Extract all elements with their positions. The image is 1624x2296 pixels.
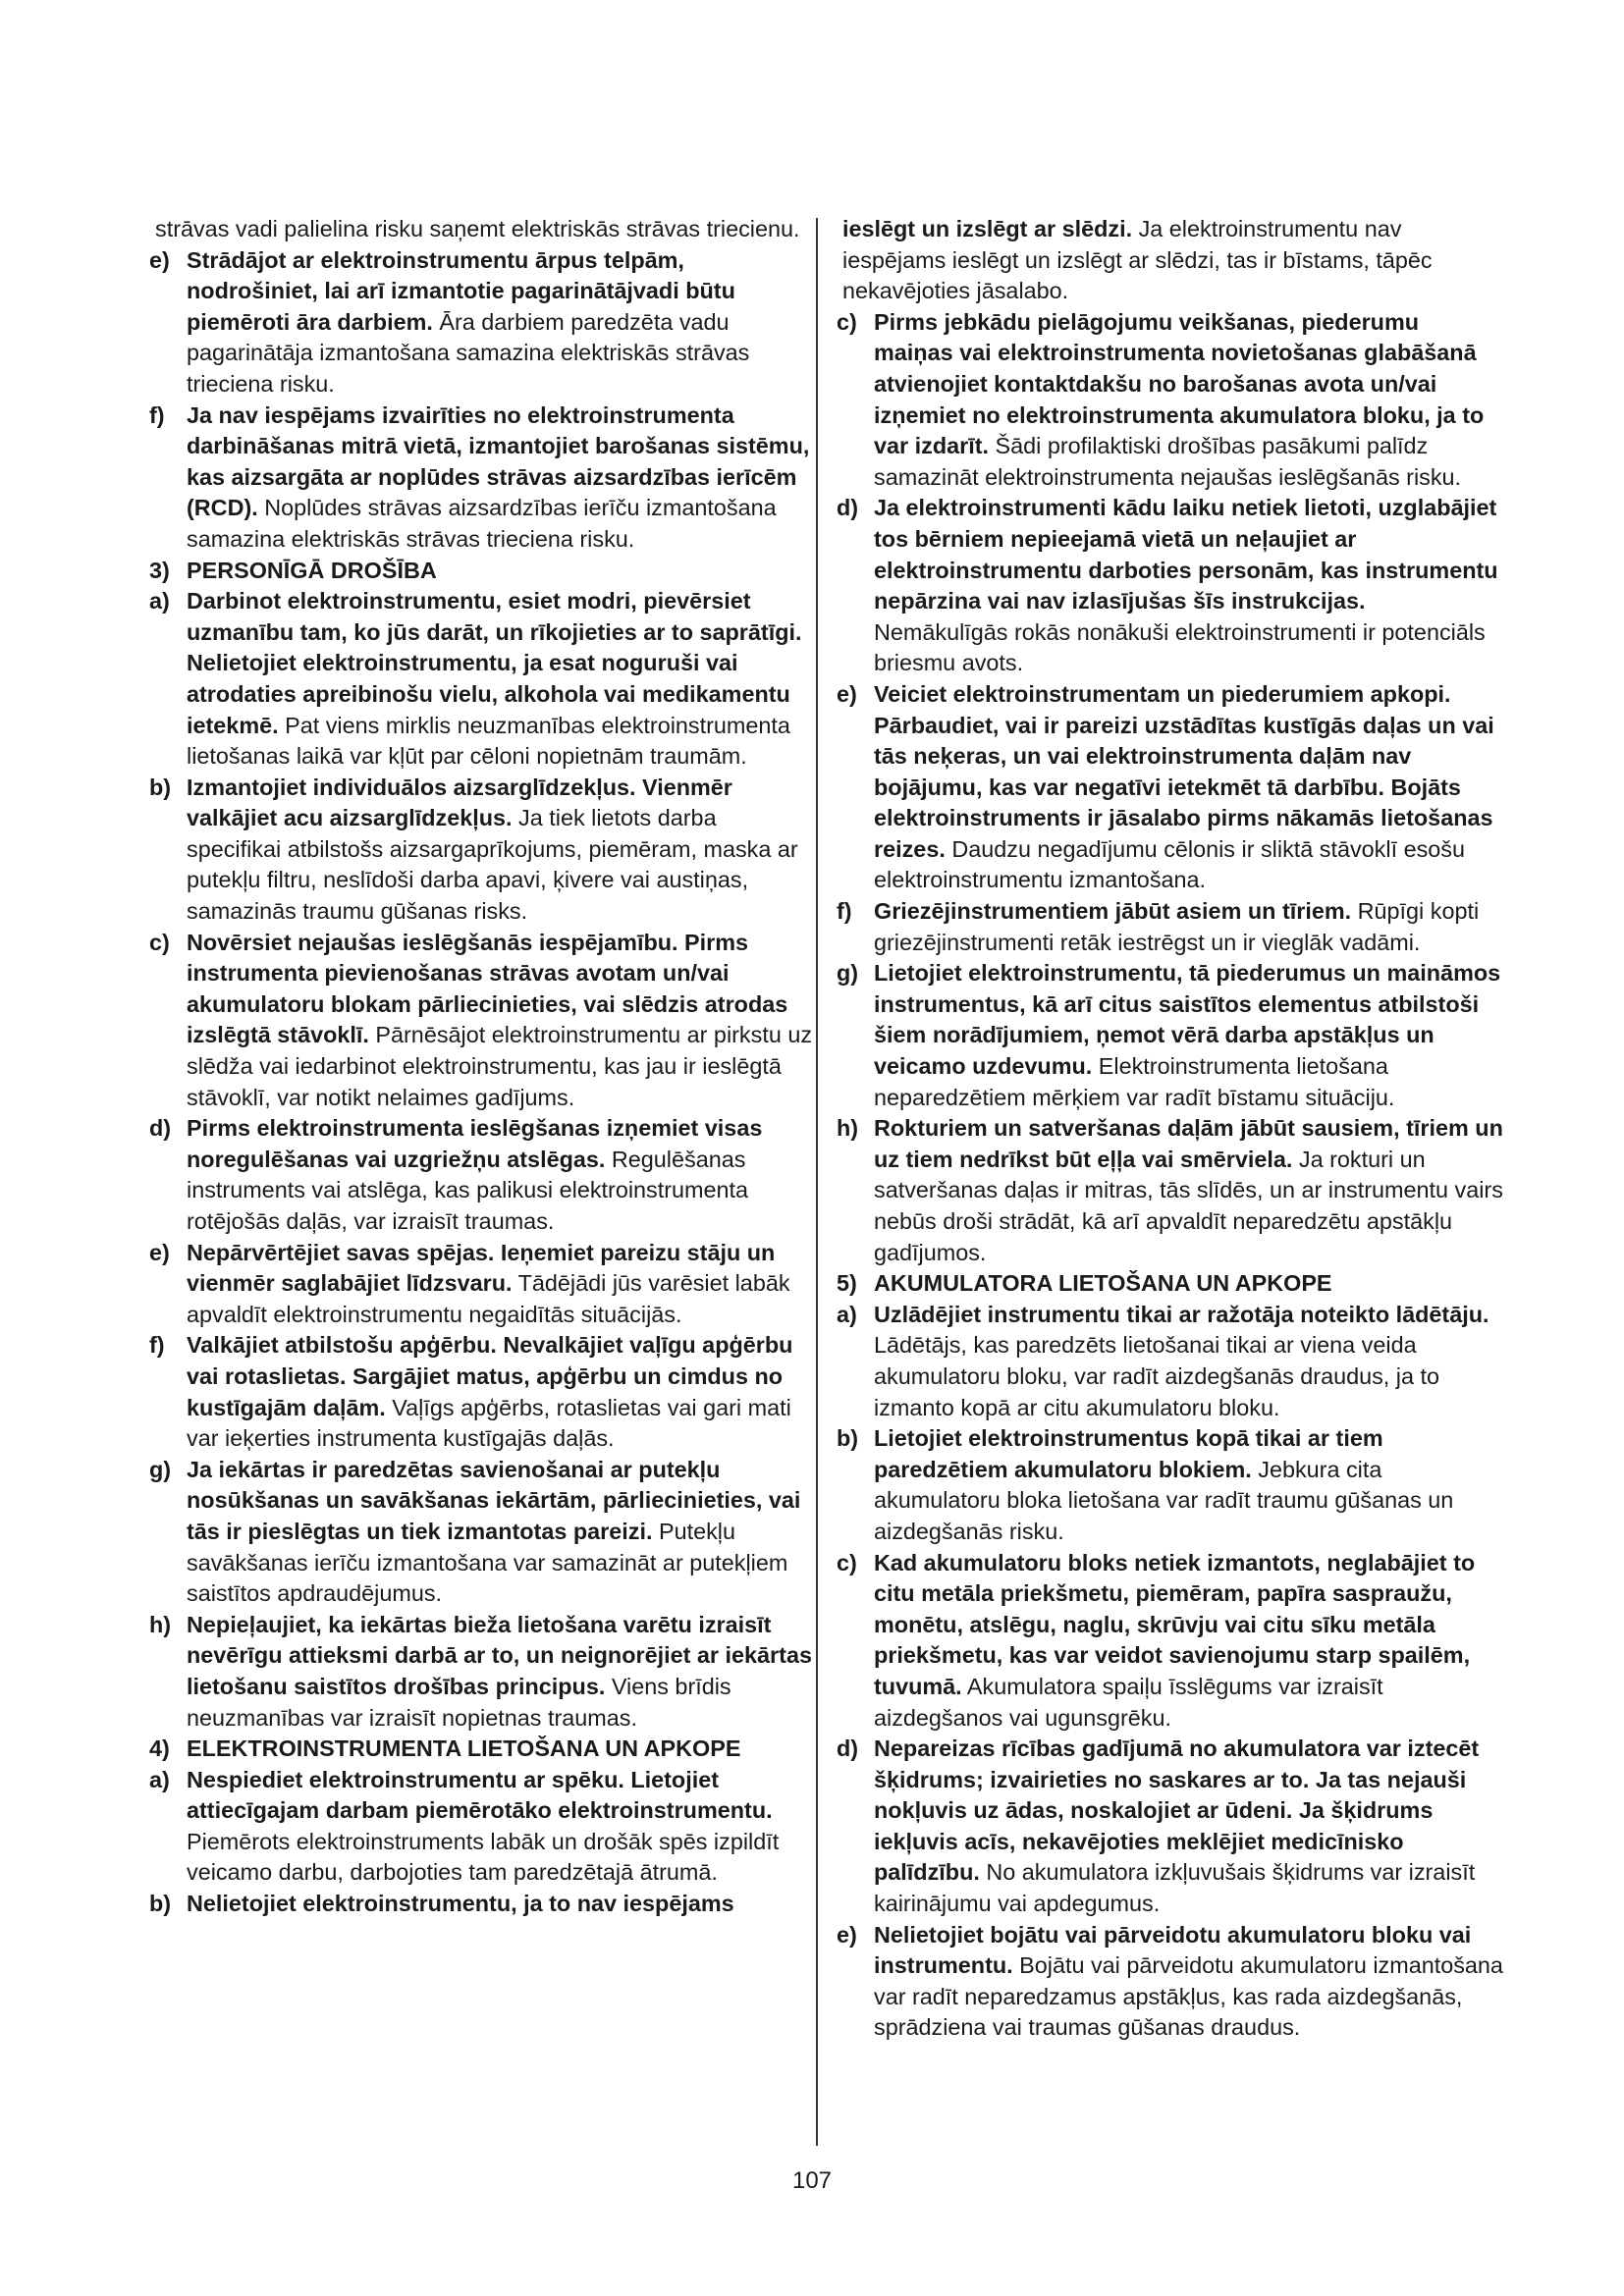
item-text: Piemērots elektroinstruments labāk un drošāk spēs izpildīt veicamo darbu, darbojoties tam paredzētajā ātrumā. <box>187 1828 780 1886</box>
item-text: Tādējādi jūs varēsiet labāk apvaldīt elektroinstrumentu negaidītās situācijās. <box>187 1270 790 1327</box>
item-text: Pārnēsājot elektroinstrumentu ar pirkstu uz slēdža vai iedarbinot elektroinstrumentu, kas jau ir ieslēgtā stāvoklī, var notikt nelaimes gadījums. <box>187 1022 813 1110</box>
item-marker: a) <box>837 1301 857 1327</box>
list-item-4e <box>837 679 1504 896</box>
item-marker: b) <box>149 1891 172 1917</box>
item-marker: d) <box>837 495 859 521</box>
list-item-4a <box>149 1765 817 1889</box>
section-title: ELEKTROINSTRUMENTA LIETOŠANA UN APKOPE <box>187 1735 741 1762</box>
continuation-normal: Ja elektroinstrumentu nav iespējams ieslēgt un izslēgt ar slēdzi, tas ir bīstams, tāpēc nekavējoties jāsalabo. <box>842 216 1433 304</box>
item-marker: e) <box>837 680 857 707</box>
section-number: 3) <box>149 557 170 583</box>
section-number: 5) <box>837 1270 857 1297</box>
list-item-2e <box>149 245 817 400</box>
page-number: 107 <box>791 2167 833 2194</box>
item-bold: Ja nav iespējams izvairīties no elektroinstrumenta darbināšanas mitrā vietā, izmantojiet barošanas sistēmu, kas aizsargāta ar noplūdes strāvas aizsardzības ierīcēm (RCD). <box>187 401 810 521</box>
section-title: AKUMULATORA LIETOŠANA UN APKOPE <box>874 1270 1332 1297</box>
item-text: Regulēšanas instruments vai atslēga, kas palikusi elektroinstrumenta rotējošās daļās, var izraisīt traumas. <box>187 1146 749 1234</box>
list-item-3e <box>149 1238 817 1331</box>
list-item-3g <box>149 1455 817 1610</box>
list-item-3b <box>149 773 817 928</box>
section-number: 4) <box>149 1735 170 1762</box>
item-marker: e) <box>837 1921 857 1948</box>
item-text: Viens brīdis neuzmanības var izraisīt nopietnas traumas. <box>187 1673 731 1731</box>
item-bold: Ja iekārtas ir paredzētas savienošanai ar putekļu nosūkšanas un savākšanas iekārtām, pārliecinieties, vai tās ir pieslēgtas un tiek izmantotas pareizi. <box>187 1456 801 1544</box>
item-marker: h) <box>149 1611 172 1637</box>
item-text: Bojātu vai pārveidotu akumulatoru izmantošana var radīt neparedzamus apstākļus, kas rada aizdegšanās, sprādziena vai traumas gūšanas draudus. <box>874 1952 1503 2041</box>
item-bold: Pirms jebkādu pielāgojumu veikšanas, piederumu maiņas vai elektroinstrumenta novietošanas glabāšanā atvienojiet kontaktdakšu no barošanas avota un/vai izņemiet no elektroinstrumenta akumulatora bloku, ja to var izdarīt. <box>874 308 1485 459</box>
list-item-3a <box>149 586 817 773</box>
item-marker: g) <box>149 1456 172 1482</box>
list-item-5d <box>837 1734 1504 1920</box>
item-bold: Ja elektroinstrumenti kādu laiku netiek lietoti, uzglabājiet tos bērniem nepieejamā vietā un neļaujiet ar elektroinstrumentu darboties personām, kas instrumentu nepārzina vai nav izlasījušas šīs instrukcijas. <box>874 495 1498 614</box>
item-marker: f) <box>149 401 165 428</box>
list-item-2f <box>149 400 817 556</box>
item-bold: Kad akumulatoru bloks netiek izmantots, neglabājiet to citu metāla priekšmetu, piemēram, papīra saspraužu, monētu, atslēgu, naglu, skrūvju vai citu sīku metāla priekšmetu, kas var veidot savienojumu starp spailēm, tuvumā. <box>874 1549 1476 1699</box>
list-item-3h <box>149 1610 817 1734</box>
section-title: PERSONĪGĀ DROŠĪBA <box>187 557 437 583</box>
left-column <box>149 214 817 1920</box>
item-marker: e) <box>149 246 170 273</box>
list-item-5c <box>837 1548 1504 1735</box>
item-bold: Griezējinstrumentiem jābūt asiem un tīriem. <box>874 898 1352 925</box>
item-bold: Strādājot ar elektroinstrumentu ārpus telpām, nodrošiniet, lai arī izmantotie pagarinātājvadi būtu piemēroti āra darbiem. <box>187 246 735 335</box>
item-marker: h) <box>837 1115 859 1142</box>
list-item-4b <box>149 1889 817 1920</box>
item-bold: Nepārvērtējiet savas spējas. Ieņemiet pareizu stāju un vienmēr saglabājiet līdzsvaru. <box>187 1239 776 1297</box>
item-text: Noplūdes strāvas aizsardzības ierīču izmantošana samazina elektriskās strāvas trieciena risku. <box>187 495 777 552</box>
list-item-4d <box>837 493 1504 679</box>
item-marker: f) <box>149 1332 165 1359</box>
continuation-text: strāvas vadi palielina risku saņemt elektriskās strāvas triecienu. <box>155 216 800 241</box>
section-heading-5 <box>837 1268 1504 1300</box>
item-bold: Nepareizas rīcības gadījumā no akumulatora var iztecēt šķidrums; izvairieties no saskares ar to. Ja tas nejauši nokļuvis uz ādas, noskalojiet ar ūdeni. Ja šķidrums iekļuvis acīs, nekavējoties meklējiet medicīnisko palīdzību. <box>874 1735 1480 1886</box>
list-item-4h <box>837 1113 1504 1268</box>
item-marker: a) <box>149 588 170 614</box>
list-item-4c <box>837 307 1504 494</box>
item-text: Šādi profilaktiski drošības pasākumi palīdz samazināt elektroinstrumenta nejaušas ieslēgšanās risku. <box>874 433 1462 490</box>
item-marker: e) <box>149 1239 170 1265</box>
item-text: Daudzu negadījumu cēlonis ir sliktā stāvoklī esošu elektroinstrumentu izmantošana. <box>874 835 1465 893</box>
item-marker: d) <box>837 1735 859 1762</box>
item-bold: Veiciet elektroinstrumentam un piederumiem apkopi. Pārbaudiet, vai ir pareizi uzstādītas kustīgās daļas un vai tās neķeras, un vai elektroinstrumenta daļām nav bojājumu, kas var negatīvi ietekmēt tā darbību. Bojāts elektroinstruments ir jāsalabo pirms nākamās lietošanas reizes. <box>874 680 1494 862</box>
item-bold: Nelietojiet bojātu vai pārveidotu akumulatoru bloku vai instrumentu. <box>874 1921 1472 1979</box>
item-marker: d) <box>149 1115 172 1142</box>
item-marker: b) <box>149 774 172 800</box>
item-marker: c) <box>837 1549 857 1575</box>
item-text: Akumulatora spaiļu īsslēgums var izraisīt aizdegšanos vai ugunsgrēku. <box>874 1673 1383 1731</box>
item-marker: a) <box>149 1766 170 1792</box>
item-text: Rūpīgi kopti griezējinstrumenti retāk iestrēgst un ir vieglāk vadāmi. <box>874 898 1480 955</box>
list-item-5e <box>837 1920 1504 2044</box>
item-marker: b) <box>837 1425 859 1452</box>
list-item-4g <box>837 958 1504 1113</box>
item-bold: Novērsiet nejaušas ieslēgšanās iespējamību. Pirms instrumenta pievienošanas strāvas avotam un/vai akumulatoru blokam pārliecinieties, vai slēdzis atrodas izslēgtā stāvoklī. <box>187 929 788 1048</box>
right-column <box>837 214 1504 2044</box>
item-text: Āra darbiem paredzēta vadu pagarinātāja izmantošana samazina elektriskās strāvas trieciena risku. <box>187 308 750 397</box>
continuation-bold: ieslēgt un izslēgt ar slēdzi. <box>842 216 1133 241</box>
item-text: Nemākulīgās rokās nonākuši elektroinstrumenti ir potenciāls briesmu avots. <box>874 618 1486 676</box>
item-text: Lādētājs, kas paredzēts lietošanai tikai ar viena veida akumulatoru bloku, var radīt aizdegšanās draudus, ja to izmanto kopā ar citu akumulatoru bloku. <box>874 1332 1440 1420</box>
item-bold: Pirms elektroinstrumenta ieslēgšanas izņemiet visas noregulēšanas vai uzgriežņu atslēgas. <box>187 1115 763 1172</box>
item-bold: Lietojiet elektroinstrumentu, tā piederumus un maināmos instrumentus, kā arī citus saistītos elementus atbilstoši šiem norādījumiem, ņemot vērā darba apstākļus un veicamo uzdevumu. <box>874 960 1501 1080</box>
item-text: Ja rokturi un satveršanas daļas ir mitras, tās slīdēs, un ar instrumentu vairs nebūs droši strādāt, kā arī apvaldīt neparedzētu apstākļu gadījumos. <box>874 1146 1503 1265</box>
list-item-4f <box>837 896 1504 958</box>
continuation-text <box>837 214 1504 307</box>
section-heading-4 <box>149 1734 817 1765</box>
item-bold: Nelietojiet elektroinstrumentu, ja to nav iespējams <box>187 1891 734 1917</box>
list-item-3c <box>149 928 817 1114</box>
item-marker: c) <box>149 929 170 955</box>
item-text: Vaļīgs apģērbs, rotaslietas vai gari mati var ieķerties instrumenta kustīgajās daļās. <box>187 1394 791 1452</box>
item-text: Jebkura cita akumulatoru bloka lietošana var radīt traumu gūšanas un aizdegšanās risku. <box>874 1456 1454 1544</box>
column-divider <box>816 218 818 2146</box>
item-bold: Rokturiem un satveršanas daļām jābūt sausiem, tīriem un uz tiem nedrīkst būt eļļa vai smērviela. <box>874 1115 1503 1172</box>
section-heading-3 <box>149 556 817 587</box>
item-bold: Nespiediet elektroinstrumentu ar spēku. Lietojiet attiecīgajam darbam piemērotāko elektroinstrumentu. <box>187 1766 773 1824</box>
item-text: Putekļu savākšanas ierīču izmantošana var samazināt ar putekļiem saistītos apdraudējumus. <box>187 1518 788 1607</box>
item-bold: Darbinot elektroinstrumentu, esiet modri, pievērsiet uzmanību tam, ko jūs darāt, un rīkojieties ar to saprātīgi. Nelietojiet elektroinstrumentu, ja esat noguruši vai atrodaties apreibinošu vielu, alkohola vai medikamentu ietekmē. <box>187 588 802 738</box>
item-bold: Valkājiet atbilstošu apģērbu. Nevalkājiet vaļīgu apģērbu vai rotaslietas. Sargājiet matus, apģērbu un cimdus no kustīgajām daļām. <box>187 1332 793 1420</box>
list-item-5b <box>837 1423 1504 1547</box>
list-item-5a <box>837 1300 1504 1423</box>
list-item-3d <box>149 1113 817 1237</box>
item-text: Ja tiek lietots darba specifikai atbilstošs aizsargaprīkojums, piemēram, maska ar putekļu filtru, neslīdoši darba apavi, ķivere vai austiņas, samazinās traumu gūšanas risks. <box>187 805 798 925</box>
item-text: Elektroinstrumenta lietošana neparedzētiem mērķiem var radīt bīstamu situāciju. <box>874 1053 1395 1110</box>
item-marker: f) <box>837 898 852 925</box>
item-bold: Lietojiet elektroinstrumentus kopā tikai ar tiem paredzētiem akumulatoru blokiem. <box>874 1425 1383 1482</box>
item-bold: Nepieļaujiet, ka iekārtas bieža lietošana varētu izraisīt nevērīgu attieksmi darbā ar to, un neignorējiet ar iekārtas lietošanu saistītos drošības principus. <box>187 1611 812 1699</box>
item-text: No akumulatora izkļuvušais šķidrums var izraisīt kairinājumu vai apdegumus. <box>874 1859 1476 1917</box>
item-text: Pat viens mirklis neuzmanības elektroinstrumenta lietošanas laikā var kļūt par cēloni nopietnām traumām. <box>187 712 790 770</box>
item-bold: Uzlādējiet instrumentu tikai ar ražotāja noteikto lādētāju. <box>874 1301 1489 1327</box>
item-bold: Izmantojiet individuālos aizsarglīdzekļus. Vienmēr valkājiet acu aizsarglīdzekļus. <box>187 774 732 831</box>
item-marker: g) <box>837 960 859 987</box>
list-item-3f <box>149 1330 817 1454</box>
item-marker: c) <box>837 308 857 335</box>
